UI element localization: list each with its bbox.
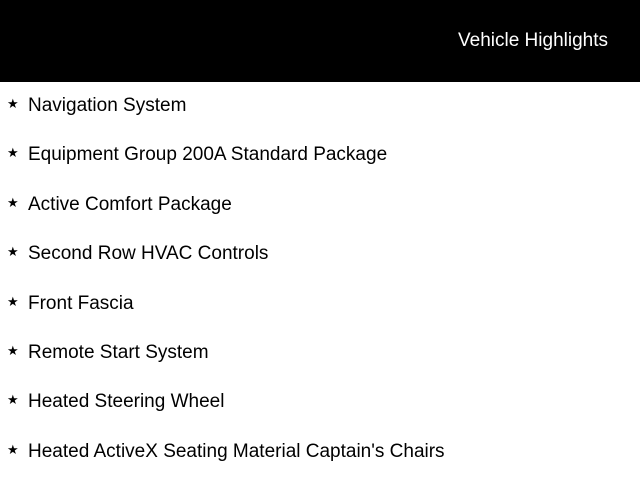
highlight-label: Heated Steering Wheel [28,391,225,413]
highlight-label: Remote Start System [28,341,209,363]
list-item [0,82,640,131]
highlight-label: Active Comfort Package [28,193,232,215]
highlights-list [0,82,640,477]
highlight-label: Heated ActiveX Seating Material Captain's Chairs [28,440,445,462]
highlight-label: Navigation System [28,95,187,116]
star-icon: ★ [7,294,19,310]
star-icon: ★ [7,343,19,359]
list-item [0,131,640,180]
star-icon: ★ [7,442,19,458]
header-title: Vehicle Highlights [458,30,608,51]
list-item [0,181,640,230]
list-item [0,378,640,427]
highlight-label: Equipment Group 200A Standard Package [28,144,388,166]
list-item [0,428,640,477]
star-icon: ★ [7,97,19,112]
highlight-label: Front Fascia [28,292,134,314]
star-icon: ★ [7,146,19,162]
highlight-label: Second Row HVAC Controls [28,243,269,265]
list-item [0,280,640,329]
highlights-header [0,0,640,82]
list-item [0,329,640,378]
star-icon: ★ [7,245,19,261]
star-icon: ★ [7,393,19,409]
star-icon: ★ [7,195,19,211]
list-item [0,230,640,279]
